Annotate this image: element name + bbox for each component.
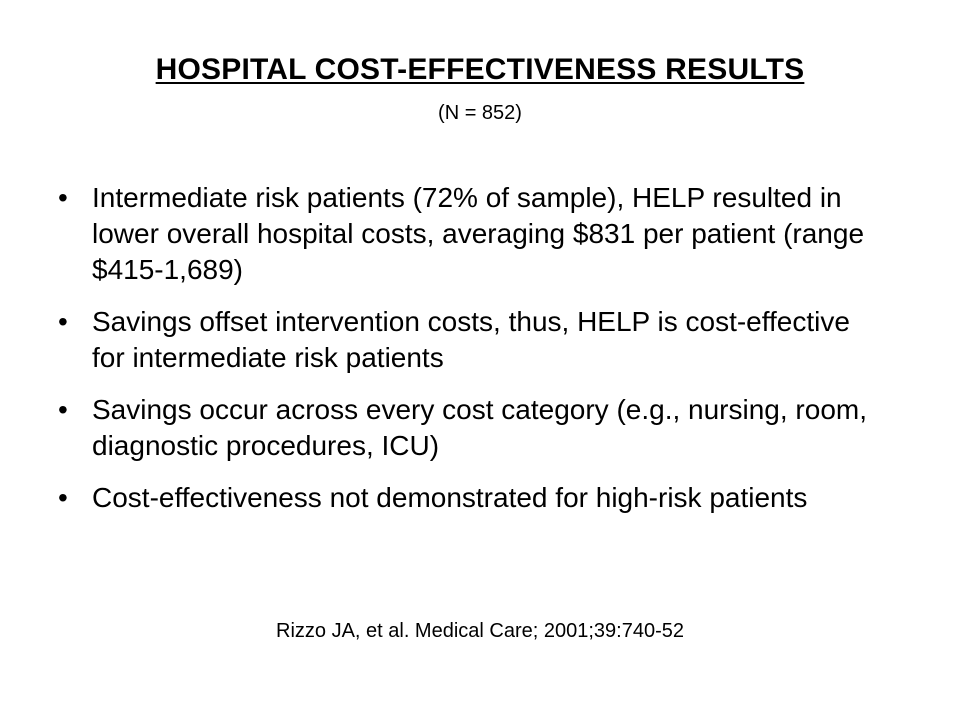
bullet-item <box>58 180 878 288</box>
bullet-item <box>58 304 878 376</box>
bullet-text: Cost-effectiveness not demonstrated for high-risk patients <box>92 482 808 513</box>
bullet-list <box>58 180 878 532</box>
bullet-item <box>58 480 878 516</box>
bullet-icon: • <box>58 182 68 213</box>
bullet-icon: • <box>58 482 68 513</box>
bullet-text: Savings occur across every cost category (e.g., nursing, room, diagnostic procedures, ICU) <box>92 394 867 461</box>
slide-subtitle: (N = 852) <box>438 102 522 124</box>
slide-title: HOSPITAL COST-EFFECTIVENESS RESULTS <box>155 53 805 86</box>
bullet-text: Intermediate risk patients (72% of sample), HELP resulted in lower overall hospital costs, averaging $831 per patient (range $415-1,689) <box>92 182 865 285</box>
bullet-icon: • <box>58 394 68 425</box>
bullet-item <box>58 392 878 464</box>
citation: Rizzo JA, et al. Medical Care; 2001;39:740-52 <box>276 620 684 642</box>
bullet-icon: • <box>58 306 68 337</box>
bullet-text: Savings offset intervention costs, thus, HELP is cost-effective for intermediate risk patients <box>92 306 850 373</box>
